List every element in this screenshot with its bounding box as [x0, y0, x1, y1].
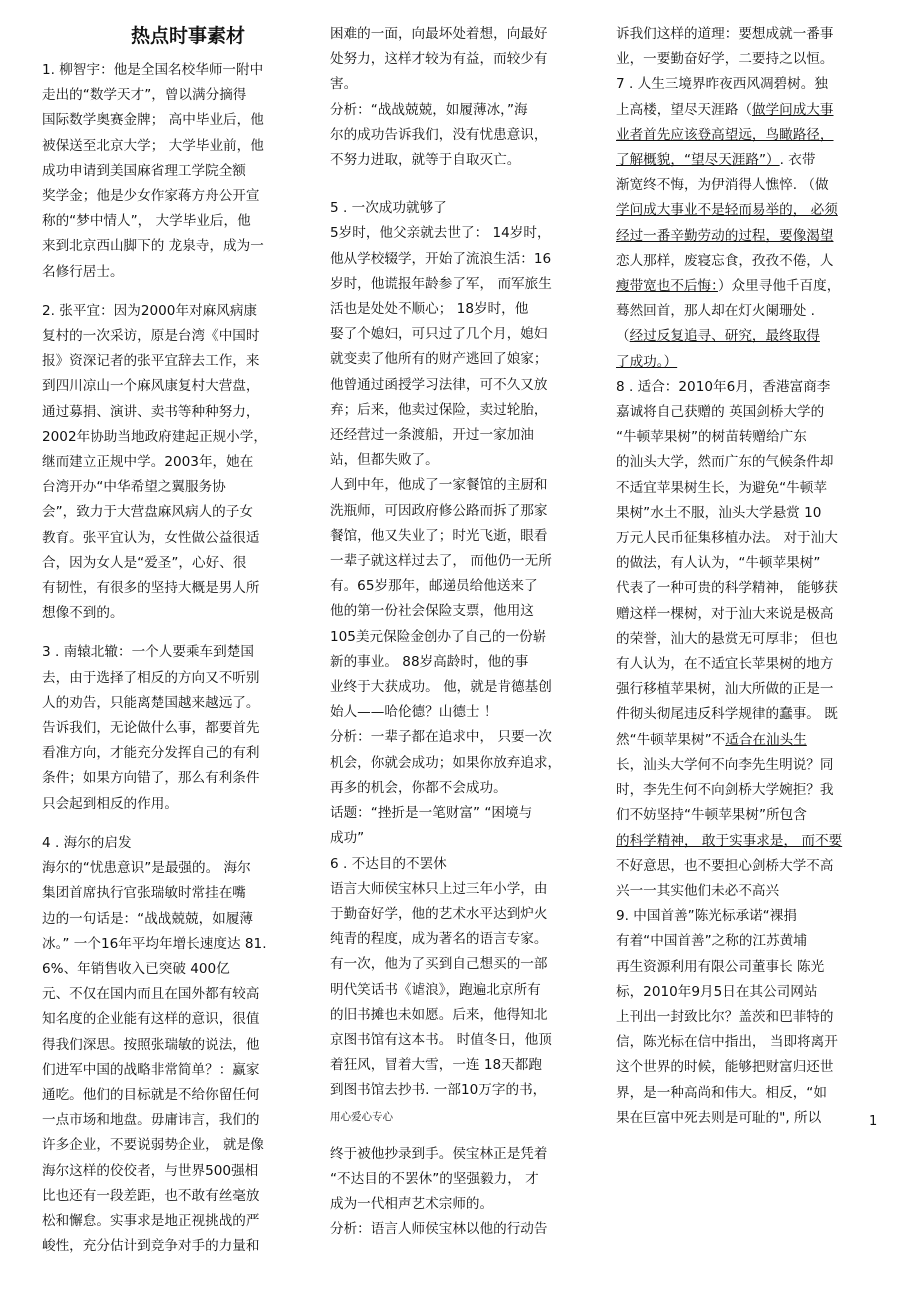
text-line: 标，2010年9月5日在其公司网站 [616, 983, 818, 1000]
text-line: 他曾通过函授学习法律，可不久又放 [330, 376, 548, 393]
text-line: 始人——哈伦德？山德士 ！ [330, 704, 498, 721]
text-line: 还经营过一条渡船，开过一家加油 [330, 427, 534, 444]
text-line: 比也还有一段差距，也不敢有丝毫放 [42, 1187, 260, 1204]
text-line: 人的劝告，只能离楚国越来越远了。 [42, 694, 260, 711]
text-line: 得我们深思。按照张瑞敏的说法，他 [42, 1036, 260, 1053]
text-line: 看准方向，才能充分发挥自己的有利 [42, 745, 260, 762]
text-line: 分析：“战战兢兢，如履薄冰，”海 [330, 101, 528, 118]
text-line: 洗瓶师，可因政府修公路而拆了那家 [330, 502, 548, 519]
item-5-one-success [330, 196, 582, 851]
underlined-text: 瘦带宽也不后悔： [616, 278, 718, 295]
text-line: 台湾开办“中华希望之翼服务协 [42, 479, 226, 496]
item-8-suitability [616, 375, 878, 904]
text-line: 弃；后来，他卖过保险，卖过轮胎， [330, 401, 548, 418]
text-line: 到四川凉山一个麻风康复村大营盘， [42, 378, 260, 395]
text-line: 界，是一种高尚和伟大。相反，“如 [616, 1084, 827, 1101]
underlined-text: 适合在汕头生 [725, 731, 807, 748]
text-line: 处努力，这样才较为有益，而较少有 [330, 51, 548, 68]
item-3-nan-yuan-bei-zhe [42, 640, 304, 816]
column-middle [330, 22, 582, 1242]
underlined-text: 经过反复追寻、研究，最终取得 [629, 328, 820, 345]
item-6-ending [616, 22, 878, 72]
item-4-haier [42, 831, 304, 1259]
item-7-three-realms [616, 72, 878, 374]
text-line: 活也是处处不顺心； 18岁时，他 [330, 301, 529, 318]
text-line: 105美元保险金创办了自己的一份崭 [330, 628, 547, 645]
section-heading: 5 . 一次成功就够了 [330, 200, 447, 217]
text-line: 有着“中国首善”之称的江苏黄埔 [616, 933, 807, 950]
underlined-text: 业者首先应该登高望远，鸟瞰路径， [616, 126, 834, 143]
text-line: 9. 中国首善”陈光标承诺“裸捐 [616, 908, 797, 925]
text-line: 尔的成功告诉我们，没有忧患意识， [330, 126, 548, 143]
text-line: 兴一一其实他们未必不高兴 [616, 882, 780, 899]
text-line: 业终于大获成功。 他，就是肯德基创 [330, 679, 552, 696]
text-line: 果树”水土不服，汕头大学悬赏 10 [616, 504, 822, 521]
text-line: 成功” [330, 830, 365, 847]
text-line: 不好意思，也不要担心剑桥大学不高 [616, 857, 834, 874]
text-line [616, 324, 878, 349]
text-line: 件彻头彻尾违反科学规律的蠢事。 既 [616, 706, 838, 723]
text-segment: . 衣带 [779, 152, 816, 169]
text-line: 困难的一面，向最坏处着想，向最好 [330, 26, 548, 42]
text-line [616, 728, 878, 753]
text-line: 国际数学奥赛金牌； 高中毕业后，他 [42, 112, 264, 129]
text-line: 知名度的企业能有这样的意识，很值 [42, 1011, 260, 1028]
text-line: 时，李先生何不向剑桥大学婉拒？我 [616, 782, 834, 799]
text-line: 果在巨富中死去则是可耻的", 所以 [616, 1109, 822, 1126]
text-line: “牛顿苹果树”的树苗转赠给广东 [616, 429, 807, 446]
text-line: 恋人那样，废寝忘食，孜孜不倦，人 [616, 252, 834, 269]
column-left [42, 22, 304, 1259]
text-line: 就变卖了他所有的财产逃回了娘家； [330, 351, 548, 368]
text-line: 到图书馆去抄书. 一部10万字的书， [330, 1082, 547, 1099]
underlined-text: 的科学精神， 敢于实事求是， 而不要 [616, 832, 843, 849]
text-line: 来到北京西山脚下的 龙泉寺，成为一 [42, 238, 264, 255]
text-line: 岁时，他谎报年龄参了军， 而军旅生 [330, 275, 552, 292]
text-line: 海尔这样的佼佼者，与世界500强相 [42, 1162, 259, 1179]
text-line: 继而建立正规中学。2003年，她在 [42, 454, 254, 471]
text-line: 告诉我们，无论做什么事，都要首先 [42, 720, 260, 737]
text-line: 2002年协助当地政府建起正规小学， [42, 428, 267, 445]
text-line: 再生资源利用有限公司董事长 陈光 [616, 958, 825, 975]
text-line: 人到中年，他成了一家餐馆的主厨和 [330, 477, 548, 494]
text-line: 成为一代相声艺术宗师的。 [330, 1195, 494, 1212]
item-2-zhang-pingyi [42, 299, 304, 627]
text-line: 的荣誉，汕大的悬赏无可厚非； 但也 [616, 630, 838, 647]
text-line: 峻性，充分估计到竞争对手的力量和 [42, 1238, 260, 1255]
text-line: 6%、年销售收入已突破 400亿 [42, 960, 230, 977]
text-line [616, 148, 878, 173]
text-line: 合，因为女人是“爱圣”，心好、很 [42, 554, 247, 571]
text-line: 语言大师侯宝林只上过三年小学，由 [330, 880, 548, 897]
text-line: 嘉诚将自己获赠的 英国剑桥大学的 [616, 404, 825, 421]
text-line: 海尔的“忧患意识”是最强的。 海尔 [42, 860, 251, 877]
text-line: 1. 柳智宇：他是全国名校华师一附中 [42, 62, 264, 78]
text-line: 复村的一次采访，原是台湾《中国时 [42, 328, 260, 345]
text-segment: （ [616, 328, 630, 345]
text-line: 边的一句话是：“战战兢兢，如履薄 [42, 910, 253, 927]
text-line: 被保送至北京大学； 大学毕业前，他 [42, 137, 264, 154]
text-line: 条件；如果方向错了，那么有利条件 [42, 770, 260, 787]
text-line: 集团首席执行官张瑞敏时常挂在嘴 [42, 885, 246, 902]
column-right [616, 22, 878, 1131]
text-line: 京图书馆有这本书。 时值冬日，他顶 [330, 1031, 552, 1048]
text-line: 强行移植苹果树，汕大所做的正是一 [616, 681, 834, 698]
text-line: 松和懈怠。实事求是地正视挑战的严 [42, 1212, 260, 1229]
text-line [616, 98, 878, 123]
text-line: 的汕头大学，然而广东的气候条件却 [616, 454, 834, 471]
underlined-text: 了解概貌，“望尽天涯路”） [616, 152, 780, 169]
text-line: 只会起到相反的作用。 [42, 795, 178, 812]
item-6-continued [330, 1142, 582, 1243]
text-line: 不努力进取，就等于自取灭亡。 [330, 152, 521, 169]
page-number: 1 [869, 1114, 878, 1129]
text-line: 于勤奋好学，他的艺术水平达到炉火 [330, 905, 548, 922]
text-line: 许多企业，不要说弱势企业， 就是像 [42, 1137, 264, 1154]
text-line: 代表了一种可贵的科学精神， 能够获 [616, 580, 838, 597]
text-line: 蓦然回首，那人却在灯火阑珊处 . [616, 303, 815, 320]
text-line: 他的第一份社会保险支票，他用这 [330, 603, 534, 620]
text-line: 万元人民币征集移植办法。 对于汕大 [616, 530, 838, 547]
text-line: 会”，致力于大营盘麻风病人的子女 [42, 504, 253, 521]
text-line: 有人认为，在不适宜长苹果树的地方 [616, 656, 834, 673]
text-segment: ）众里寻他千百度， [717, 278, 841, 295]
text-line: 们不妨坚持“牛顿苹果树”所包含 [616, 807, 807, 824]
item-6-never-give-up [330, 852, 582, 1104]
text-line: 赠这样一棵树，对于汕大来说是极高 [616, 605, 834, 622]
text-line: 上刊出一封致比尔？盖茨和巴菲特的 [616, 1008, 834, 1025]
text-line: 走出的“数学天才”，曾以满分摘得 [42, 87, 247, 104]
text-line: 着狂风，冒着大雪，一连 18天都跑 [330, 1057, 542, 1074]
text-line: 有一次，他为了买到自己想买的一部 [330, 956, 548, 973]
text-segment: 上高楼，望尽天涯路（ [616, 101, 752, 118]
section-heading: 6 . 不达目的不罢休 [330, 855, 447, 872]
text-line: 害。 [330, 76, 358, 93]
underlined-text: 学问成大事业不是轻而易举的， 必须 [616, 202, 838, 219]
text-line: 的做法，有人认为，“牛顿苹果树” [616, 555, 821, 572]
text-line: 明代笑话书《谑浪》，跑遍北京所有 [330, 981, 541, 998]
underlined-text: 了成功。） [616, 353, 678, 370]
text-line [616, 274, 878, 299]
text-line: 终于被他抄录到手。侯宝林正是凭着 [330, 1145, 548, 1162]
text-line: “不达目的不罢休”的坚强毅力， 才 [330, 1170, 539, 1187]
page-title: 热点时事素材 [130, 25, 245, 47]
text-line: 不适宜苹果树生长，为避免“牛顿苹 [616, 479, 827, 496]
item-1-liu-zhiyu [42, 58, 304, 285]
text-line: 们进军中国的战略非常简单？：赢家 [42, 1061, 260, 1078]
text-line: 有韧性，有很多的坚持大概是男人所 [42, 580, 260, 597]
text-line: 再多的机会，你都不会成功。 [330, 779, 507, 796]
text-line: 称的“梦中情人”， 大学毕业后，他 [42, 213, 251, 230]
text-line: 餐馆，他又失业了；时光飞逝，眼看 [330, 527, 548, 544]
text-line: 机会，你就会成功；如果你放弃追求， [330, 754, 562, 771]
text-line: 一辈子就这样过去了， 而他仍一无所 [330, 553, 552, 570]
underlined-text: 做学问成大事 [751, 101, 834, 118]
text-line: 长，汕头大学何不向李先生明说？同 [616, 756, 834, 773]
text-line: 成功申请到美国麻省理工学院全额 [42, 162, 246, 179]
text-line: 诉我们这样的道理：要想成就一番事 [616, 26, 834, 42]
text-line: 奖学金；他是少女作家蒋方舟公开宣 [42, 188, 260, 205]
text-line: 这个世界的时候，能够把财富归还世 [616, 1059, 834, 1076]
text-line: 去，由于选择了相反的方向又不听别 [42, 669, 260, 686]
text-line: 通过募捐、演讲、卖书等种种努力， [42, 403, 260, 420]
section-heading: 4 . 海尔的启发 [42, 834, 132, 851]
text-line: 报》资深记者的张平宜辞去工作，来 [42, 353, 260, 370]
text-line: 3 . 南辕北辙：一个人要乘车到楚国 [42, 644, 254, 661]
text-segment: 然“牛顿苹果树”不 [616, 731, 726, 748]
text-line: 的旧书摊也未如愿。后来，他得知北 [330, 1006, 548, 1023]
text-line: 8 . 适合：2010年6月，香港富商李 [616, 378, 831, 395]
text-line: 元、不仅在国内而且在国外都有较高 [42, 986, 260, 1003]
text-line: 业，一要勤奋好学，二要持之以恒。 [616, 51, 834, 68]
text-line: 7 . 人生三境界昨夜西风凋碧树。独 [616, 76, 828, 93]
text-line: 信，陈光标在信中指出， 当即将离开 [616, 1034, 838, 1051]
page-footer: 用心爱心专心 [330, 1110, 393, 1123]
text-line: 一点市场和地盘。毋庸讳言，我们的 [42, 1112, 260, 1129]
text-line: 冰。” 一个16年平均年增长速度达 81. [42, 935, 267, 952]
item-9-chen-guangbiao [616, 904, 878, 1131]
text-line: 通吃。他们的目标就是不给你留任何 [42, 1086, 260, 1103]
text-line: 新的事业。 88岁高龄时，他的事 [330, 653, 529, 670]
text-line: 娶了个媳妇，可只过了几个月，媳妇 [330, 326, 548, 343]
text-line: 分析：一辈子都在追求中， 只要一次 [330, 729, 552, 746]
text-line: 名修行居士。 [42, 263, 124, 280]
text-line: 话题：“挫折是一笔财富” “困境与 [330, 805, 533, 822]
text-line: 5岁时，他父亲就去世了： 14岁时， [330, 225, 551, 242]
item-4-haier-continued [330, 22, 582, 173]
text-line: 渐宽终不悔，为伊消得人憔悴. （做 [616, 177, 829, 194]
text-line: 想像不到的。 [42, 605, 124, 622]
text-line: 有。65岁那年，邮递员给他送来了 [330, 578, 538, 595]
text-line: 纯青的程度，成为著名的语言专家。 [330, 931, 548, 948]
text-line: 他从学校辍学，开始了流浪生活：16 [330, 250, 552, 267]
text-line: 分析：语言人师侯宝林以他的行动告 [330, 1221, 548, 1238]
underlined-text: 经过一番辛勤劳动的过程，要像渴望 [616, 227, 834, 244]
text-line: 站，但都失败了。 [330, 452, 439, 469]
text-line: 教育。张平宜认为，女性做公益很适 [42, 529, 260, 546]
text-line: 2. 张平宜：因为2000年对麻风病康 [42, 302, 258, 319]
